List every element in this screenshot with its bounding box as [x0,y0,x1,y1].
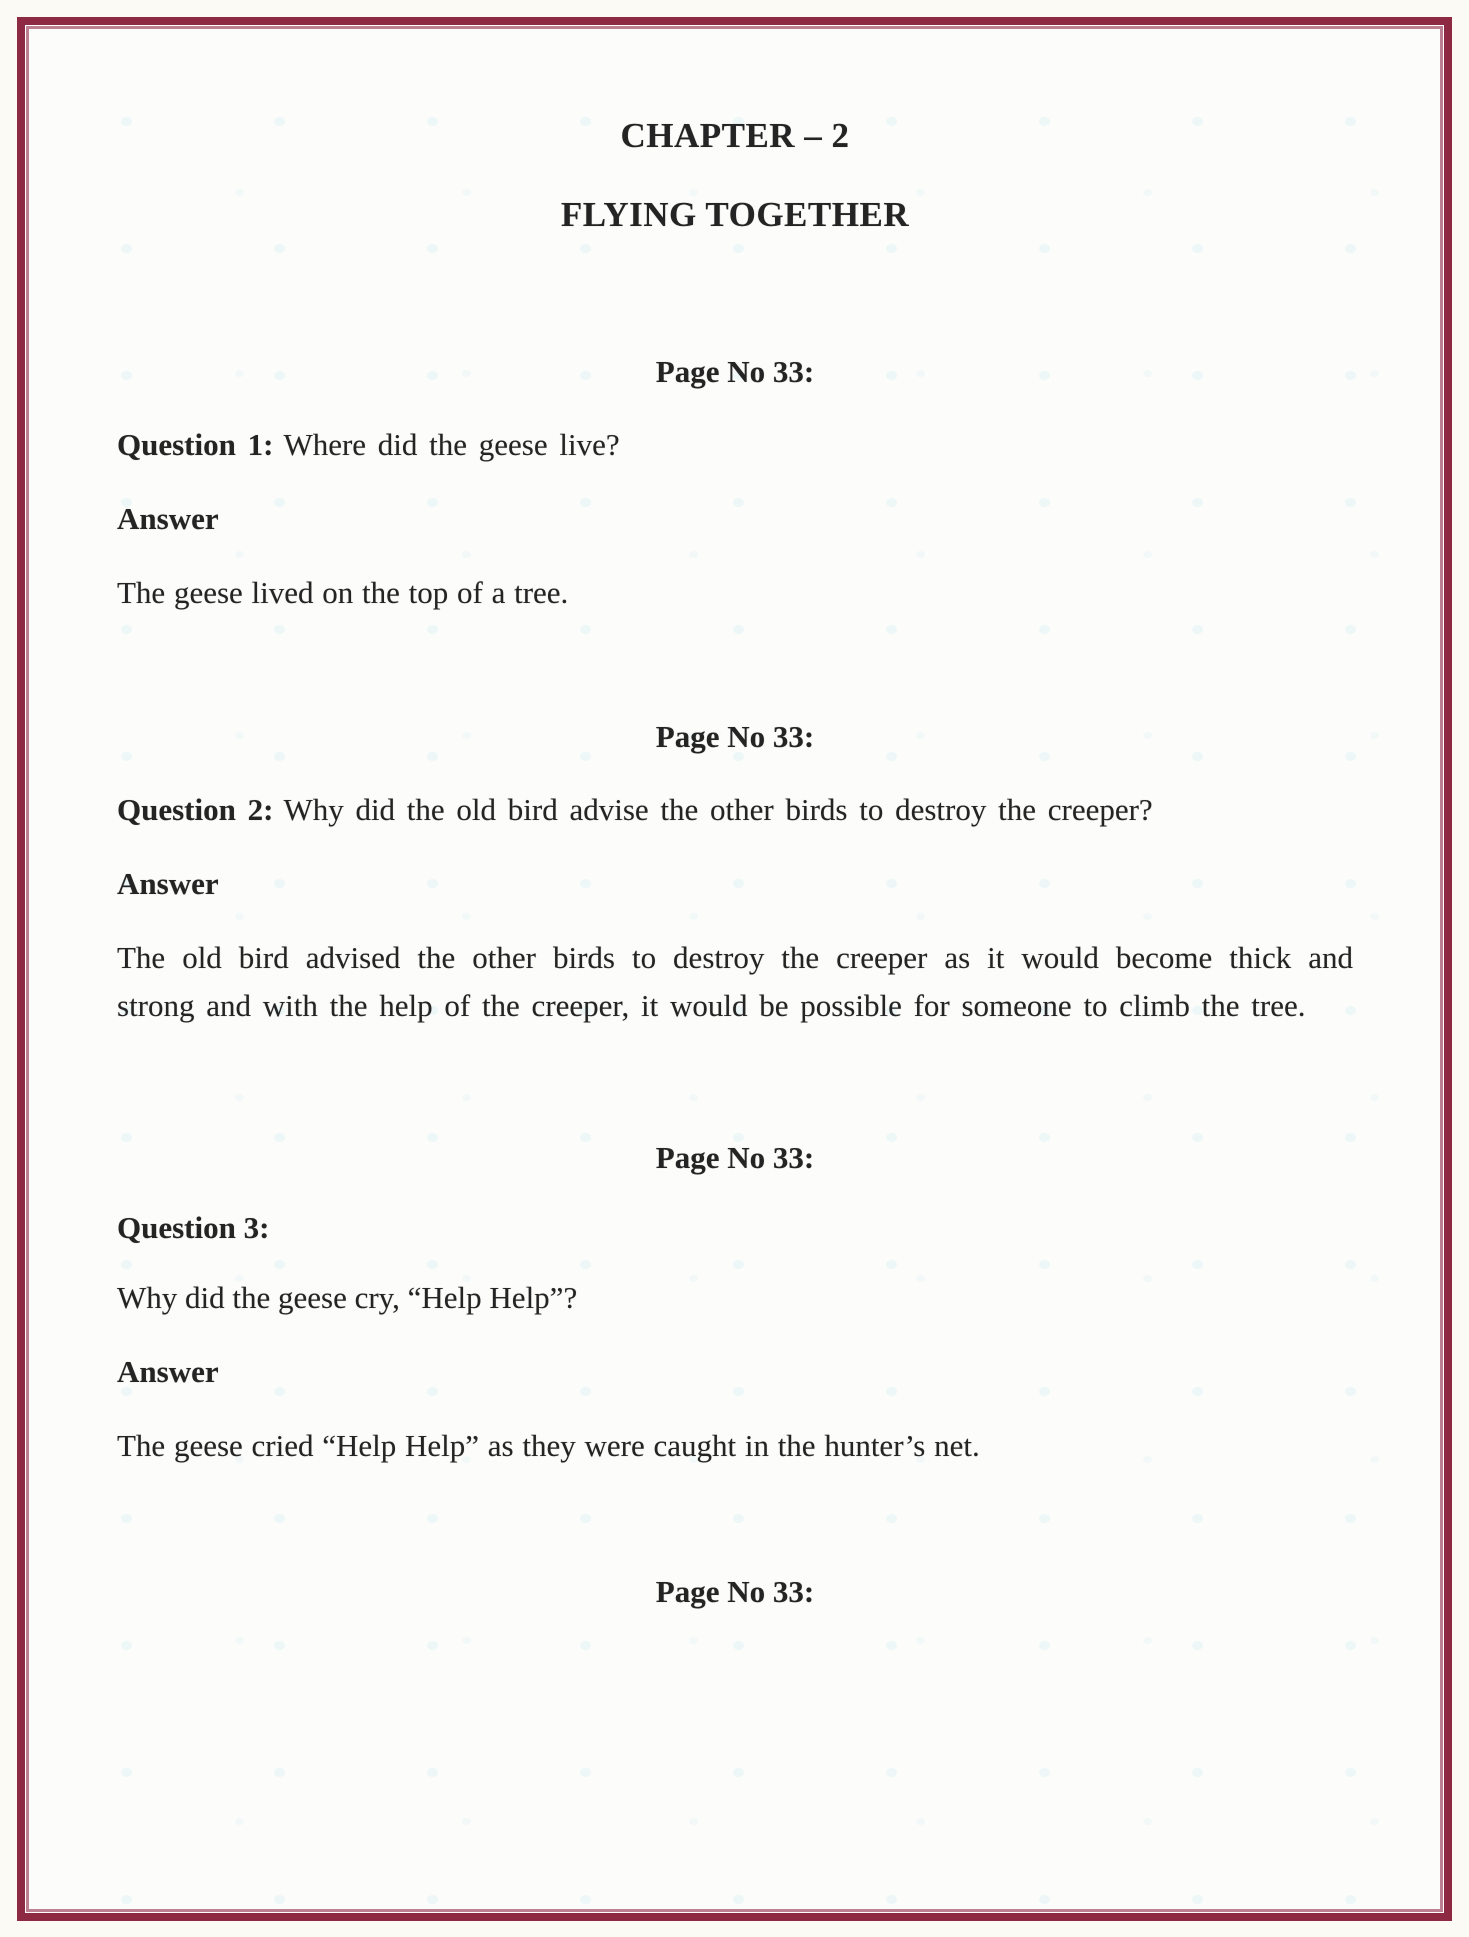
page-border-inner [26,26,1443,1912]
question-label: Question 2: [117,792,274,827]
question-label: Question 1: [117,427,274,462]
answer-text: The old bird advised the other birds to destroy the creeper as it would become thick and strong and with the help of the creeper, it would be possible for someone to climb the tree. [117,940,1353,1023]
page-ref: Page No 33: [655,354,815,389]
page-ref: Page No 33: [655,1574,815,1609]
qa-section-1 [117,348,1353,617]
question-line [117,786,1353,834]
question-text: Where did the geese live? [283,427,620,462]
answer-text: The geese lived on the top of a tree. [117,575,569,610]
chapter-title: CHAPTER – 2 [620,116,850,155]
page-border-outer [17,17,1452,1921]
question-label: Question 3: [117,1210,270,1245]
answer-label: Answer [117,866,219,901]
question-text: Why did the geese cry, “Help Help”? [117,1280,578,1315]
answer-label: Answer [117,501,219,536]
page-ref: Page No 33: [655,1140,815,1175]
qa-section-4 [117,1568,1353,1616]
qa-section-2 [117,713,1353,1030]
answer-label: Answer [117,1354,219,1389]
question-text: Why did the old bird advise the other birds to destroy the creeper? [283,792,1153,827]
page-ref: Page No 33: [655,719,815,754]
chapter-subtitle: FLYING TOGETHER [560,195,910,234]
answer-text: The geese cried “Help Help” as they were caught in the hunter’s net. [117,1428,980,1463]
qa-section-3 [117,1134,1353,1470]
page-content [29,29,1440,1616]
question-line [117,421,1353,469]
